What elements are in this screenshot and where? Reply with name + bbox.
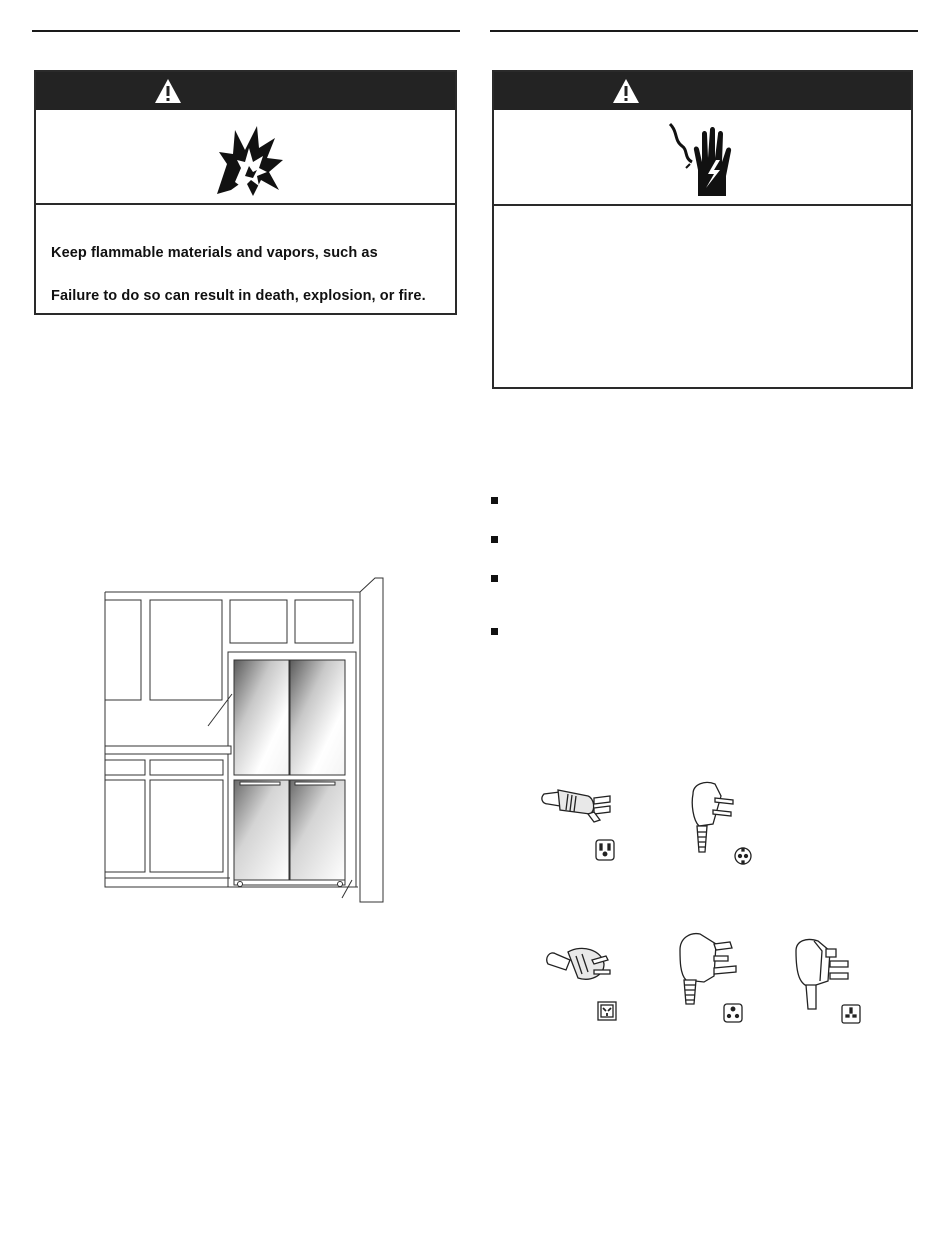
warning-text-line-2: Failure to do so can result in death, explosion, or fire. bbox=[51, 288, 426, 304]
warning-triangle-icon bbox=[612, 78, 640, 104]
us-plug-icon bbox=[538, 780, 624, 866]
schuko-plug-icon bbox=[685, 780, 765, 866]
electrical-shock-icon bbox=[664, 120, 734, 198]
bullet-marker bbox=[491, 628, 498, 635]
bullet-marker bbox=[491, 536, 498, 543]
explosion-icon bbox=[213, 124, 287, 198]
explosion-warning-box bbox=[34, 70, 457, 315]
shock-warning-box bbox=[492, 70, 913, 389]
warning-header-bar bbox=[494, 72, 911, 110]
uk-plug-icon bbox=[790, 935, 866, 1025]
left-header-rule bbox=[32, 30, 460, 32]
warning-text-line-1: Keep flammable materials and vapors, such as bbox=[51, 245, 378, 261]
indian-plug-icon bbox=[676, 930, 750, 1024]
right-header-rule bbox=[490, 30, 918, 32]
bullet-marker bbox=[491, 497, 498, 504]
warning-header-bar bbox=[36, 72, 455, 110]
warning-divider bbox=[494, 204, 911, 206]
warning-triangle-icon bbox=[154, 78, 182, 104]
bullet-marker bbox=[491, 575, 498, 582]
warning-divider bbox=[36, 203, 455, 205]
australian-plug-icon bbox=[542, 940, 628, 1026]
refrigerator-installed-in-cabinetry bbox=[100, 572, 390, 908]
